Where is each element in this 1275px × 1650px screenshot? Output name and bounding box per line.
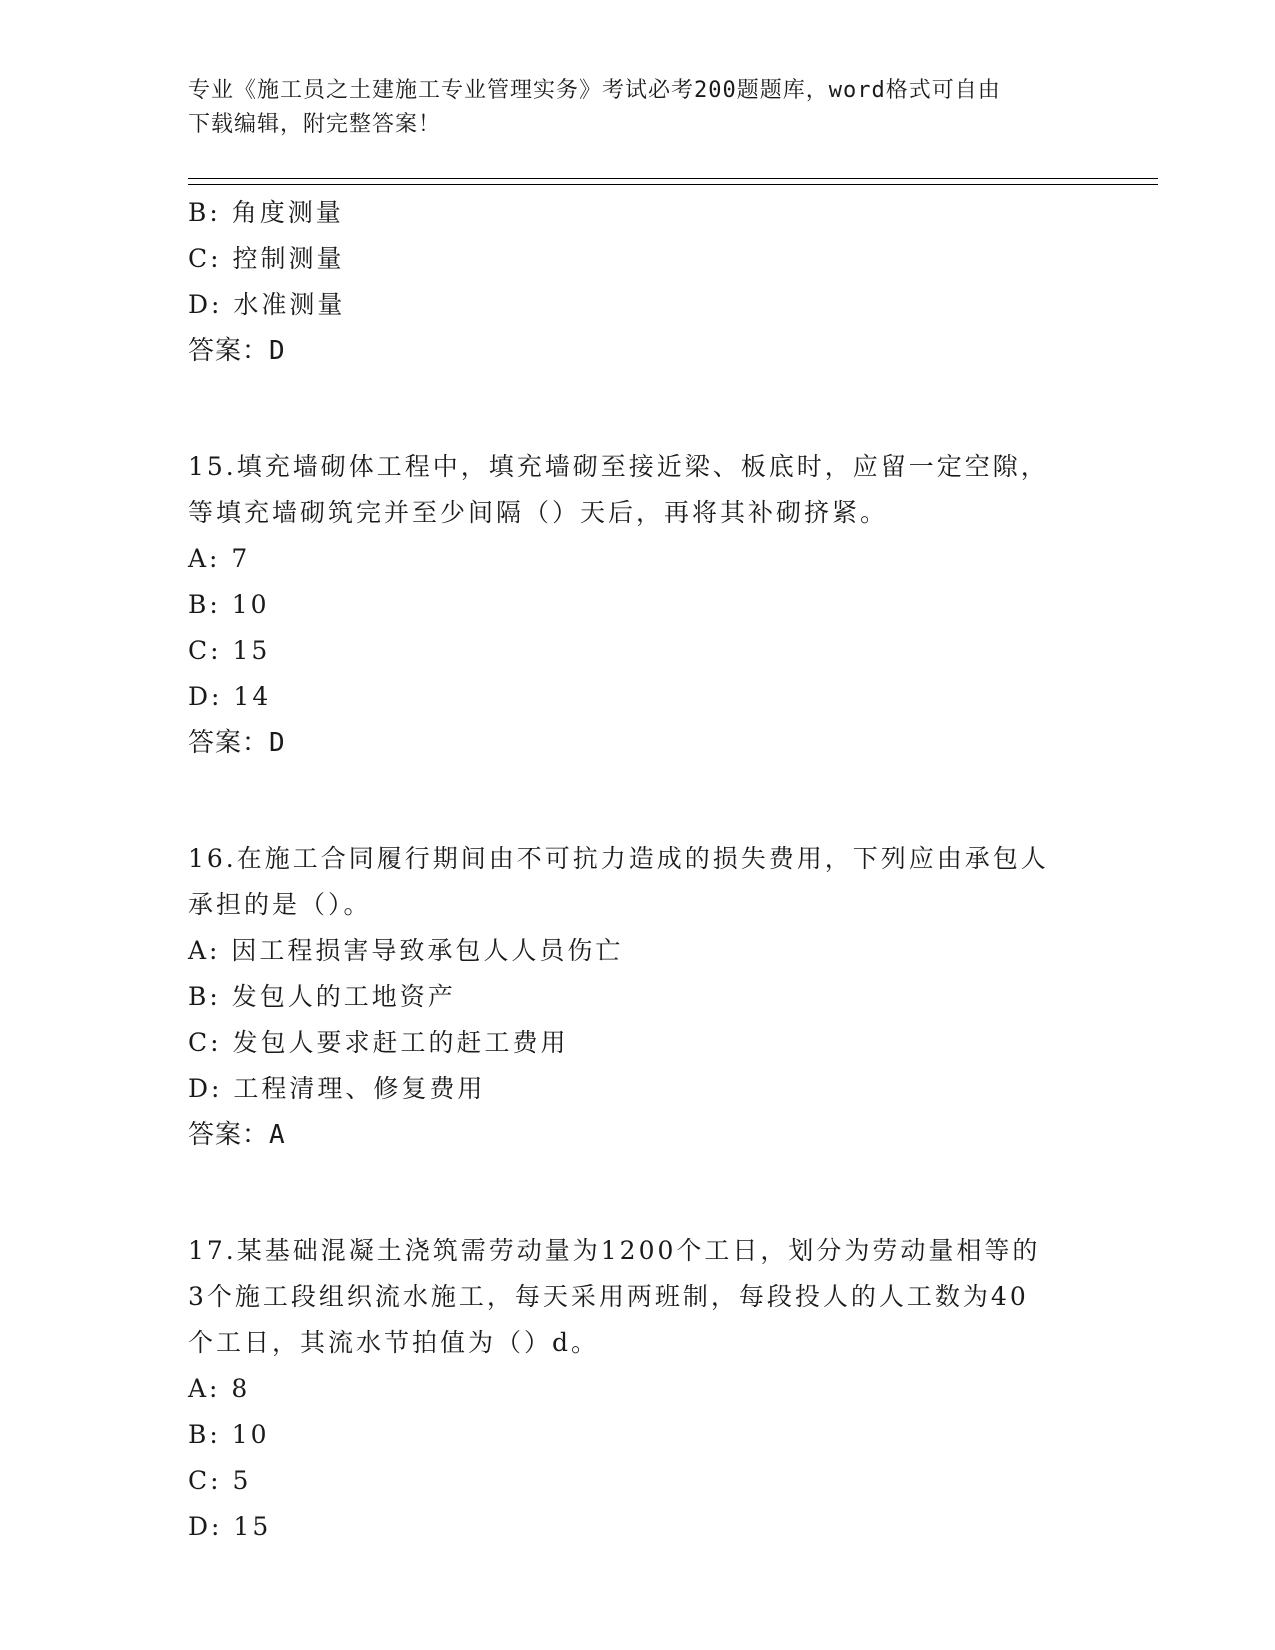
option-d: D: 15 <box>188 1512 272 1541</box>
option-a: A: 8 <box>188 1374 251 1403</box>
document-header <box>188 74 1088 142</box>
option-c: C: 控制测量 <box>188 244 345 273</box>
answer-text: 答案：D <box>188 336 286 366</box>
question-list <box>188 190 1088 1550</box>
option-d: D: 水准测量 <box>188 290 346 319</box>
question-text-line: 个工日，其流水节拍值为（）d。 <box>188 1328 600 1357</box>
option-a: A: 因工程损害导致承包人人员伤亡 <box>188 936 624 965</box>
option-b: B: 10 <box>188 590 270 619</box>
option-c: C: 5 <box>188 1466 252 1495</box>
question-text-line: 17.某基础混凝土浇筑需劳动量为1200个工日，划分为劳动量相等的 <box>188 1236 1041 1265</box>
question-block-16 <box>188 836 1088 1158</box>
header-rule-bottom <box>188 184 1158 185</box>
question-text-line: 15.填充墙砌体工程中，填充墙砌至接近梁、板底时，应留一定空隙， <box>188 452 1049 481</box>
question-text-line: 16.在施工合同履行期间由不可抗力造成的损失费用，下列应由承包人 <box>188 844 1049 873</box>
option-b: B: 角度测量 <box>188 198 344 227</box>
option-c: C: 发包人要求赶工的赶工费用 <box>188 1028 569 1057</box>
header-line-2: 下载编辑，附完整答案！ <box>188 112 442 137</box>
question-text-line: 3个施工段组织流水施工，每天采用两班制，每段投人的人工数为40 <box>188 1282 1029 1311</box>
option-d: D: 14 <box>188 682 272 711</box>
answer-text: 答案：A <box>188 1120 286 1150</box>
header-rule-top <box>188 178 1158 179</box>
question-text-line: 等填充墙砌筑完并至少间隔（）天后，再将其补砌挤紧。 <box>188 498 889 527</box>
option-a: A: 7 <box>188 544 251 573</box>
option-c: C: 15 <box>188 636 271 665</box>
question-block-17 <box>188 1228 1088 1550</box>
option-b: B: 发包人的工地资产 <box>188 982 456 1011</box>
option-d: D: 工程清理、修复费用 <box>188 1074 486 1103</box>
option-b: B: 10 <box>188 1420 270 1449</box>
question-text-line: 承担的是（）。 <box>188 890 372 919</box>
question-block-14 <box>188 190 1088 374</box>
header-line-1: 专业《施工员之土建施工专业管理实务》考试必考200题题库，word格式可自由 <box>188 78 1001 103</box>
question-block-15 <box>188 444 1088 766</box>
answer-text: 答案：D <box>188 728 286 758</box>
